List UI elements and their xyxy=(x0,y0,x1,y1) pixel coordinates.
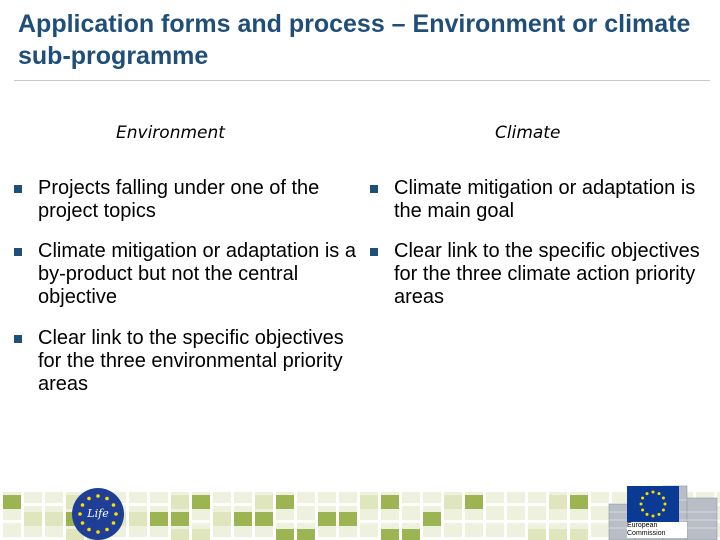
mosaic-tile xyxy=(24,512,42,526)
mosaic-tile xyxy=(192,495,210,509)
square-bullet-icon xyxy=(370,185,378,193)
climate-bullet-1 xyxy=(370,177,700,223)
mosaic-tile xyxy=(402,529,420,540)
mosaic-tile xyxy=(570,529,588,540)
mosaic-tile xyxy=(171,512,189,526)
mosaic-tile xyxy=(570,495,588,509)
mosaic-tile xyxy=(129,512,147,526)
mosaic-tile xyxy=(171,495,189,509)
bullet-text: Clear link to the specific objectives for the three environmental priority areas xyxy=(38,327,344,395)
bullet-text: Climate mitigation or adaptation is the main goal xyxy=(394,177,696,222)
mosaic-tile xyxy=(255,512,273,526)
title-divider xyxy=(14,80,710,81)
footer-band xyxy=(0,482,720,540)
slide-title: Application forms and process – Environment or climate sub-programme xyxy=(18,10,691,70)
mosaic-tile xyxy=(318,512,336,526)
mosaic-tile xyxy=(276,529,294,540)
bullet-text: Climate mitigation or adaptation is a by-product but not the central objective xyxy=(38,240,356,308)
life-logo-icon xyxy=(72,488,124,540)
mosaic-tile xyxy=(360,495,378,509)
eu-flag-icon xyxy=(627,486,679,522)
square-bullet-icon xyxy=(14,248,22,256)
mosaic-tile xyxy=(444,495,462,509)
european-commission-label: European Commission xyxy=(627,522,687,538)
mosaic-tile xyxy=(549,495,567,509)
square-bullet-icon xyxy=(370,248,378,256)
mosaic-tile xyxy=(297,529,315,540)
mosaic-tile xyxy=(381,495,399,509)
mosaic-tile xyxy=(381,529,399,540)
mosaic-tile xyxy=(465,495,483,509)
mosaic-tile xyxy=(45,512,63,526)
square-bullet-icon xyxy=(14,185,22,193)
mosaic-tile xyxy=(255,495,273,509)
mosaic-tile xyxy=(549,529,567,540)
bullet-text: Clear link to the specific objectives for the three climate action priority areas xyxy=(394,240,700,308)
environment-bullet-1 xyxy=(14,177,354,223)
life-logo-text: Life xyxy=(87,507,109,520)
environment-bullet-2 xyxy=(14,240,364,309)
mosaic-tile xyxy=(528,529,546,540)
mosaic-tile xyxy=(423,512,441,526)
mosaic-tile xyxy=(213,512,231,526)
environment-bullet-3 xyxy=(14,327,354,396)
environment-heading: Environment xyxy=(116,123,225,143)
climate-heading: Climate xyxy=(495,123,561,143)
mosaic-tile xyxy=(339,512,357,526)
mosaic-tile xyxy=(192,529,210,540)
square-bullet-icon xyxy=(14,335,22,343)
mosaic-tile xyxy=(3,495,21,509)
mosaic-tile xyxy=(171,529,189,540)
bullet-text: Projects falling under one of the project topics xyxy=(38,177,320,222)
mosaic-tile xyxy=(234,512,252,526)
mosaic-tile xyxy=(150,512,168,526)
climate-bullet-2 xyxy=(370,240,700,309)
mosaic-tile xyxy=(276,495,294,509)
